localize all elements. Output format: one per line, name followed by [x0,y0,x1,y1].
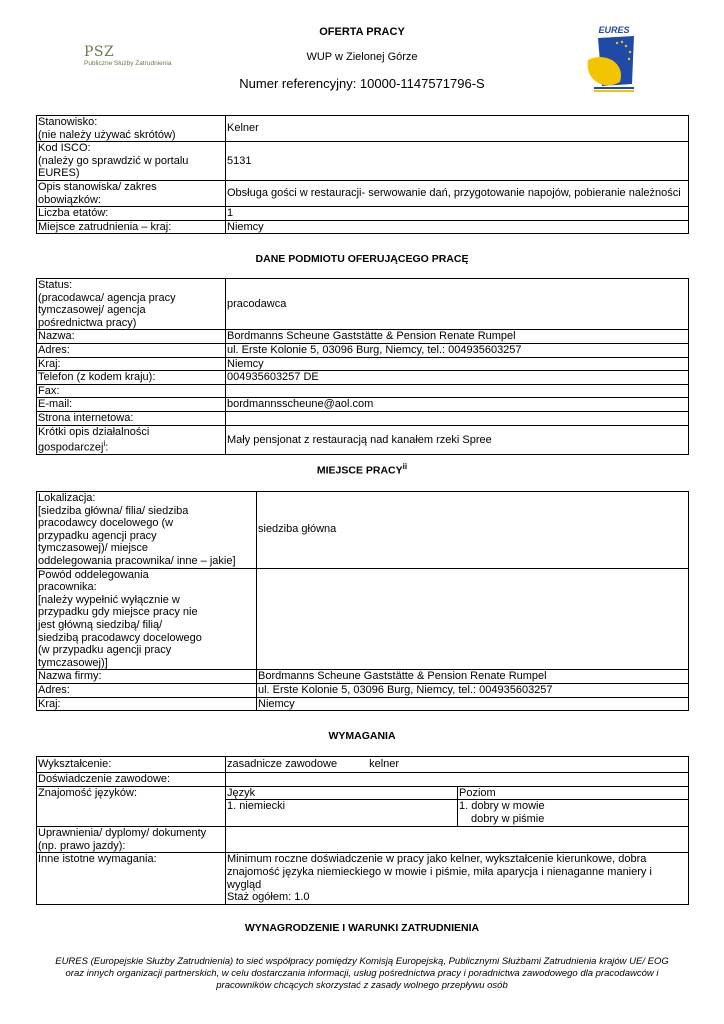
employer-address-value: ul. Erste Kolonie 5, 03096 Burg, Niemcy, tel.: 004935603257 [226,343,689,357]
isco-code-label: Kod ISCO: (należy go sprawdzić w portalu EURES) [37,142,226,181]
table-row [37,343,689,357]
table-row [37,411,689,425]
language-level-writing: dobry w piśmie [458,813,689,827]
table-row [37,786,689,800]
job-position-label: Stanowisko: (nie należy używać skrótów) [37,116,226,142]
employer-name-label: Nazwa: [37,330,226,344]
table-row [37,670,689,684]
employer-website-value [226,411,689,425]
employment-country-label: Miejsce zatrudnienia – kraj: [37,220,226,234]
languages-label: Znajomość języków: [37,786,226,827]
workplace-table [36,491,689,711]
table-row [37,384,689,398]
employer-phone-value: 004935603257 DE [226,371,689,385]
education-value: zasadnicze zawodowe kelner [226,757,689,773]
table-row [37,279,689,330]
table-row [37,757,689,773]
isco-code-value: 5131 [226,142,689,181]
education-field: kelner [369,758,400,771]
employer-fax-value [226,384,689,398]
employer-status-label: Status: (pracodawca/ agencja pracy tymczasowej/ agencja pośrednictwa pracy) [37,279,226,330]
table-row [37,207,689,221]
table-row [37,220,689,234]
psz-logo-subtext: Publiczne Służby Zatrudnienia [84,60,172,67]
business-description-label: Krótki opis działalności gospodarczej$^i$: [37,425,226,455]
table-row [37,773,689,787]
table-row [37,180,689,206]
employer-address-label: Adres: [37,343,226,357]
eures-logo [584,24,644,94]
company-name-label: Nazwa firmy: [37,670,257,684]
employer-country-value: Niemcy [226,357,689,371]
language-level-speaking: 1. dobry w mowie [458,800,689,813]
experience-label: Doświadczenie zawodowe: [37,773,226,787]
table-row [37,425,689,455]
delegation-reason-value [257,568,689,670]
education-label: Wykształcenie: [37,757,226,773]
table-row [37,357,689,371]
job-table [36,115,689,234]
table-row [37,683,689,697]
footnote-ref-i[interactable]: i [103,439,106,449]
table-row [37,853,689,904]
table-row [37,371,689,385]
employer-website-label: Strona internetowa: [37,411,226,425]
salary-section-title: WYNAGRODZENIE I WARUNKI ZATRUDNIENIA [244,922,480,934]
eures-logo-text: EURES [598,25,630,35]
positions-count-label: Liczba etatów: [37,207,226,221]
employer-status-value: pracodawca [226,279,689,330]
licenses-label: Uprawnienia/ dyplomy/ dokumenty (np. prawo jazdy): [37,827,226,853]
employer-email-label: E-mail: [37,398,226,412]
reference-number: Numer referencyjny: 10000-1147571796-S [239,76,485,91]
languages-col-language: Język [226,786,458,800]
table-row [37,142,689,181]
footnote-ref-ii[interactable]: ii [402,462,408,471]
employer-section-title: DANE PODMIOTU OFERUJĄCEGO PRACĘ [255,253,469,265]
location-label: Lokalizacja: [siedziba główna/ filia/ siedziba pracodawcy docelowego (w przypadku agencji pracy tymczasowej)/ miejsce oddelegowania pracownika/ inne – jakie] [37,492,257,569]
other-requirements-value: Minimum roczne doświadczenie w pracy jako kelner, wykształcenie kierunkowe, dobra znajomość języka niemieckiego w mowie i piśmie, miła aparycja i nienaganne maniery i wygląd Staż ogółem: 1.0 [226,853,689,904]
page-title: OFERTA PRACY [319,26,405,38]
delegation-reason-label: Powód oddelegowania pracownika: [należy wypełnić wyłącznie w przypadku gdy miejsce pracy nie jest główną siedzibą/ filią/ siedzibą pracodawcy docelowego (w przypadku agencji pracy tymczasowej)] [37,568,257,670]
eures-logo-icon [584,24,644,94]
requirements-section-title: WYMAGANIA [328,730,396,742]
footer-note: EURES (Europejskie Służby Zatrudnienia) to sieć współpracy pomiędzy Komisją Europejską, Publicznymi Służbami Zatrudnienia krajów UE/ EOG oraz innych organizacji partnerskich, w celu dostarczania informacji, usług pośrednictwa pracy i poradnictwa zawodowego dla pracodawców i pracowników chcących skorzystać z zasady wolnego przepływu osób [55,956,669,991]
employment-country-value: Niemcy [226,220,689,234]
positions-count-value: 1 [226,207,689,221]
employer-email-value[interactable]: bordmannsscheune@aol.com [226,398,689,412]
workplace-address-value: ul. Erste Kolonie 5, 03096 Burg, Niemcy, tel.: 004935603257 [257,683,689,697]
company-name-value: Bordmanns Scheune Gaststätte & Pension Renate Rumpel [257,670,689,684]
location-value: siedziba główna [257,492,689,569]
languages-col-level: Poziom [458,786,689,800]
table-row [37,568,689,670]
table-row [37,827,689,853]
office-name: WUP w Zielonej Górze [306,51,418,63]
experience-value [226,773,689,787]
employer-name-value: Bordmanns Scheune Gaststätte & Pension Renate Rumpel [226,330,689,344]
licenses-value [226,827,689,853]
workplace-country-label: Kraj: [37,697,257,711]
table-row [37,116,689,142]
employer-country-label: Kraj: [37,357,226,371]
workplace-country-value: Niemcy [257,697,689,711]
table-row [37,330,689,344]
workplace-section-title: MIEJSCE PRACY$^{ii}$ [316,462,408,477]
table-row [37,398,689,412]
language-name: 1. niemiecki [226,800,458,827]
job-description-value: Obsługa gości w restauracji- serwowanie dań, przygotowanie napojów, pobieranie należności [226,180,689,206]
workplace-address-label: Adres: [37,683,257,697]
employer-table [36,278,689,455]
table-row [37,492,689,569]
job-description-label: Opis stanowiska/ zakres obowiązków: [37,180,226,206]
business-description-value: Mały pensjonat z restauracją nad kanałem rzeki Spree [226,425,689,455]
psz-logo-text: PSZ [84,44,115,60]
employer-fax-label: Fax: [37,384,226,398]
employer-phone-label: Telefon (z kodem kraju): [37,371,226,385]
table-row [37,697,689,711]
other-requirements-label: Inne istotne wymagania: [37,853,226,904]
requirements-table [36,756,689,905]
job-position-value: Kelner [226,116,689,142]
